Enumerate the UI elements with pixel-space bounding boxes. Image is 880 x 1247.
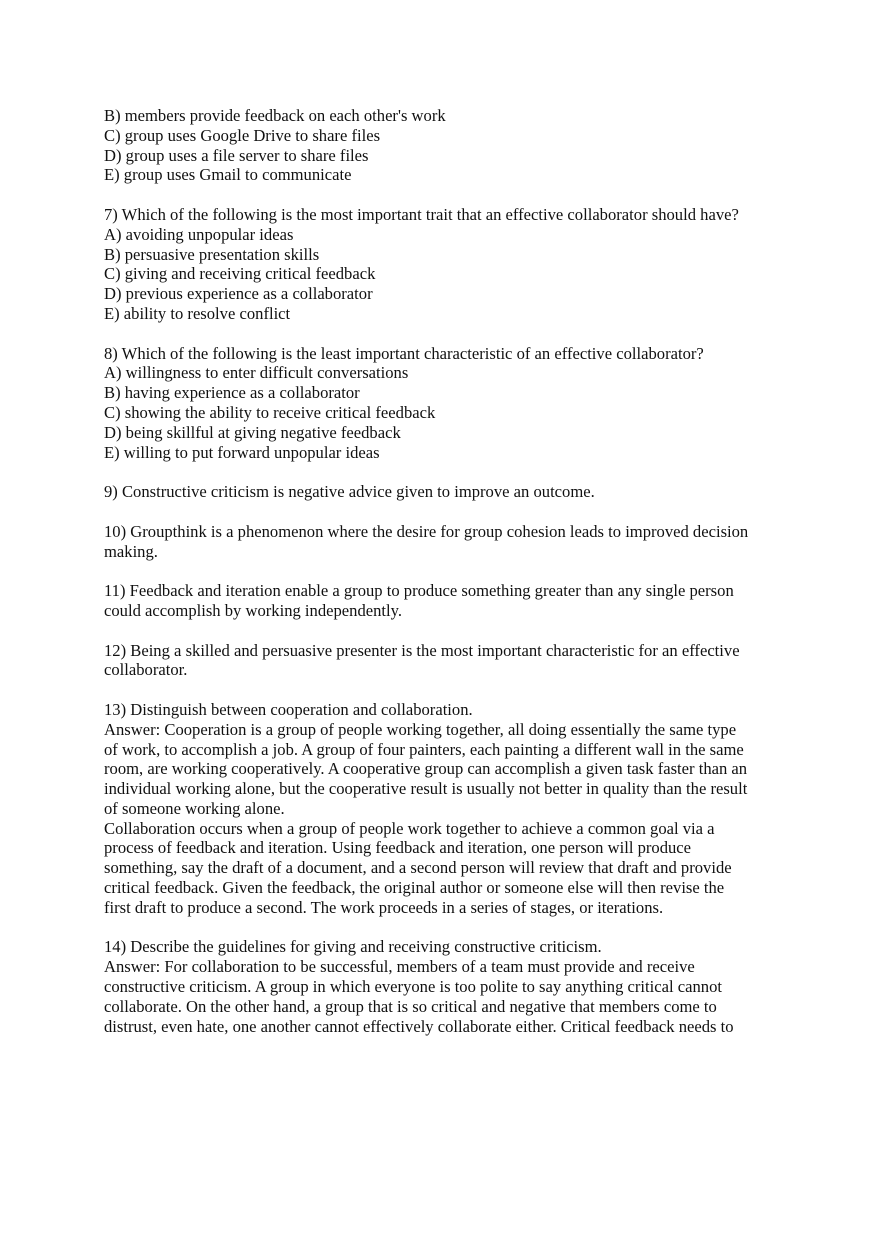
question-text-line-2: making.: [104, 541, 158, 561]
question-text-line-1: 11) Feedback and iteration enable a group to produce something greater than any single person: [104, 581, 734, 601]
question-text: 14) Describe the guidelines for giving and receiving constructive criticism.: [104, 937, 602, 957]
question-10: [104, 522, 784, 562]
answer-line: of work, to accomplish a job. A group of four painters, each painting a different wall in the same: [104, 739, 744, 759]
question-7: [104, 205, 784, 324]
answer-line: room, are working cooperatively. A cooperative group can accomplish a given task faster than an: [104, 759, 748, 779]
option-a: A) willingness to enter difficult conversations: [104, 363, 409, 383]
option-b: B) having experience as a collaborator: [104, 383, 360, 403]
option-e: E) ability to resolve conflict: [104, 303, 291, 323]
answer-line: collaborate. On the other hand, a group that is so critical and negative that members come to: [104, 996, 717, 1016]
question-text: 7) Which of the following is the most important trait that an effective collaborator should have?: [104, 204, 739, 224]
question-13: [104, 700, 784, 918]
question-text-line-1: 10) Groupthink is a phenomenon where the desire for group cohesion leads to improved decision: [104, 521, 749, 541]
question-text-line-1: 12) Being a skilled and persuasive presenter is the most important characteristic for an effective: [104, 640, 740, 660]
spacer: [104, 185, 784, 205]
answer-line: individual working alone, but the cooperative result is usually not better in quality than the result: [104, 779, 748, 799]
document-page: [104, 106, 784, 1036]
question-text-line-2: collaborator.: [104, 660, 188, 680]
answer-line: distrust, even hate, one another cannot effectively collaborate either. Critical feedback needs to: [104, 1016, 734, 1036]
spacer: [104, 918, 784, 938]
spacer: [104, 502, 784, 522]
option-e: E) willing to put forward unpopular ideas: [104, 442, 380, 462]
spacer: [104, 621, 784, 641]
question-9: [104, 482, 784, 502]
option-d: D) being skillful at giving negative feedback: [104, 422, 401, 442]
answer-line: of someone working alone.: [104, 798, 285, 818]
option-c: C) giving and receiving critical feedback: [104, 264, 376, 284]
answer-line: critical feedback. Given the feedback, the original author or someone else will then revise the: [104, 878, 725, 898]
option-b: B) members provide feedback on each other's work: [104, 106, 446, 125]
question-8: [104, 344, 784, 463]
question-14: [104, 937, 784, 1036]
spacer: [104, 561, 784, 581]
answer-line: Collaboration occurs when a group of people work together to achieve a common goal via a: [104, 818, 715, 838]
question-text: 13) Distinguish between cooperation and collaboration.: [104, 699, 473, 719]
question-text-line-2: could accomplish by working independently.: [104, 600, 403, 620]
question-11: [104, 581, 784, 621]
answer-line: something, say the draft of a document, and a second person will review that draft and provide: [104, 858, 732, 878]
option-d: D) previous experience as a collaborator: [104, 284, 373, 304]
option-a: A) avoiding unpopular ideas: [104, 224, 294, 244]
spacer: [104, 324, 784, 344]
option-c: C) showing the ability to receive critical feedback: [104, 402, 436, 422]
answer-line: Answer: For collaboration to be successful, members of a team must provide and receive: [104, 957, 695, 977]
answer-line: process of feedback and iteration. Using feedback and iteration, one person will produce: [104, 838, 692, 858]
question-text: 8) Which of the following is the least important characteristic of an effective collaborator?: [104, 343, 704, 363]
option-d: D) group uses a file server to share files: [104, 145, 369, 165]
question-text: 9) Constructive criticism is negative advice given to improve an outcome.: [104, 482, 595, 502]
option-c: C) group uses Google Drive to share files: [104, 125, 381, 145]
spacer: [104, 462, 784, 482]
answer-line: constructive criticism. A group in which everyone is too polite to say anything critical cannot: [104, 977, 722, 997]
option-e: E) group uses Gmail to communicate: [104, 165, 352, 185]
question-6-options: [104, 106, 784, 185]
question-12: [104, 641, 784, 681]
option-b: B) persuasive presentation skills: [104, 244, 320, 264]
answer-line: first draft to produce a second. The work proceeds in a series of stages, or iterations.: [104, 897, 664, 917]
spacer: [104, 680, 784, 700]
answer-line: Answer: Cooperation is a group of people working together, all doing essentially the same type: [104, 719, 737, 739]
